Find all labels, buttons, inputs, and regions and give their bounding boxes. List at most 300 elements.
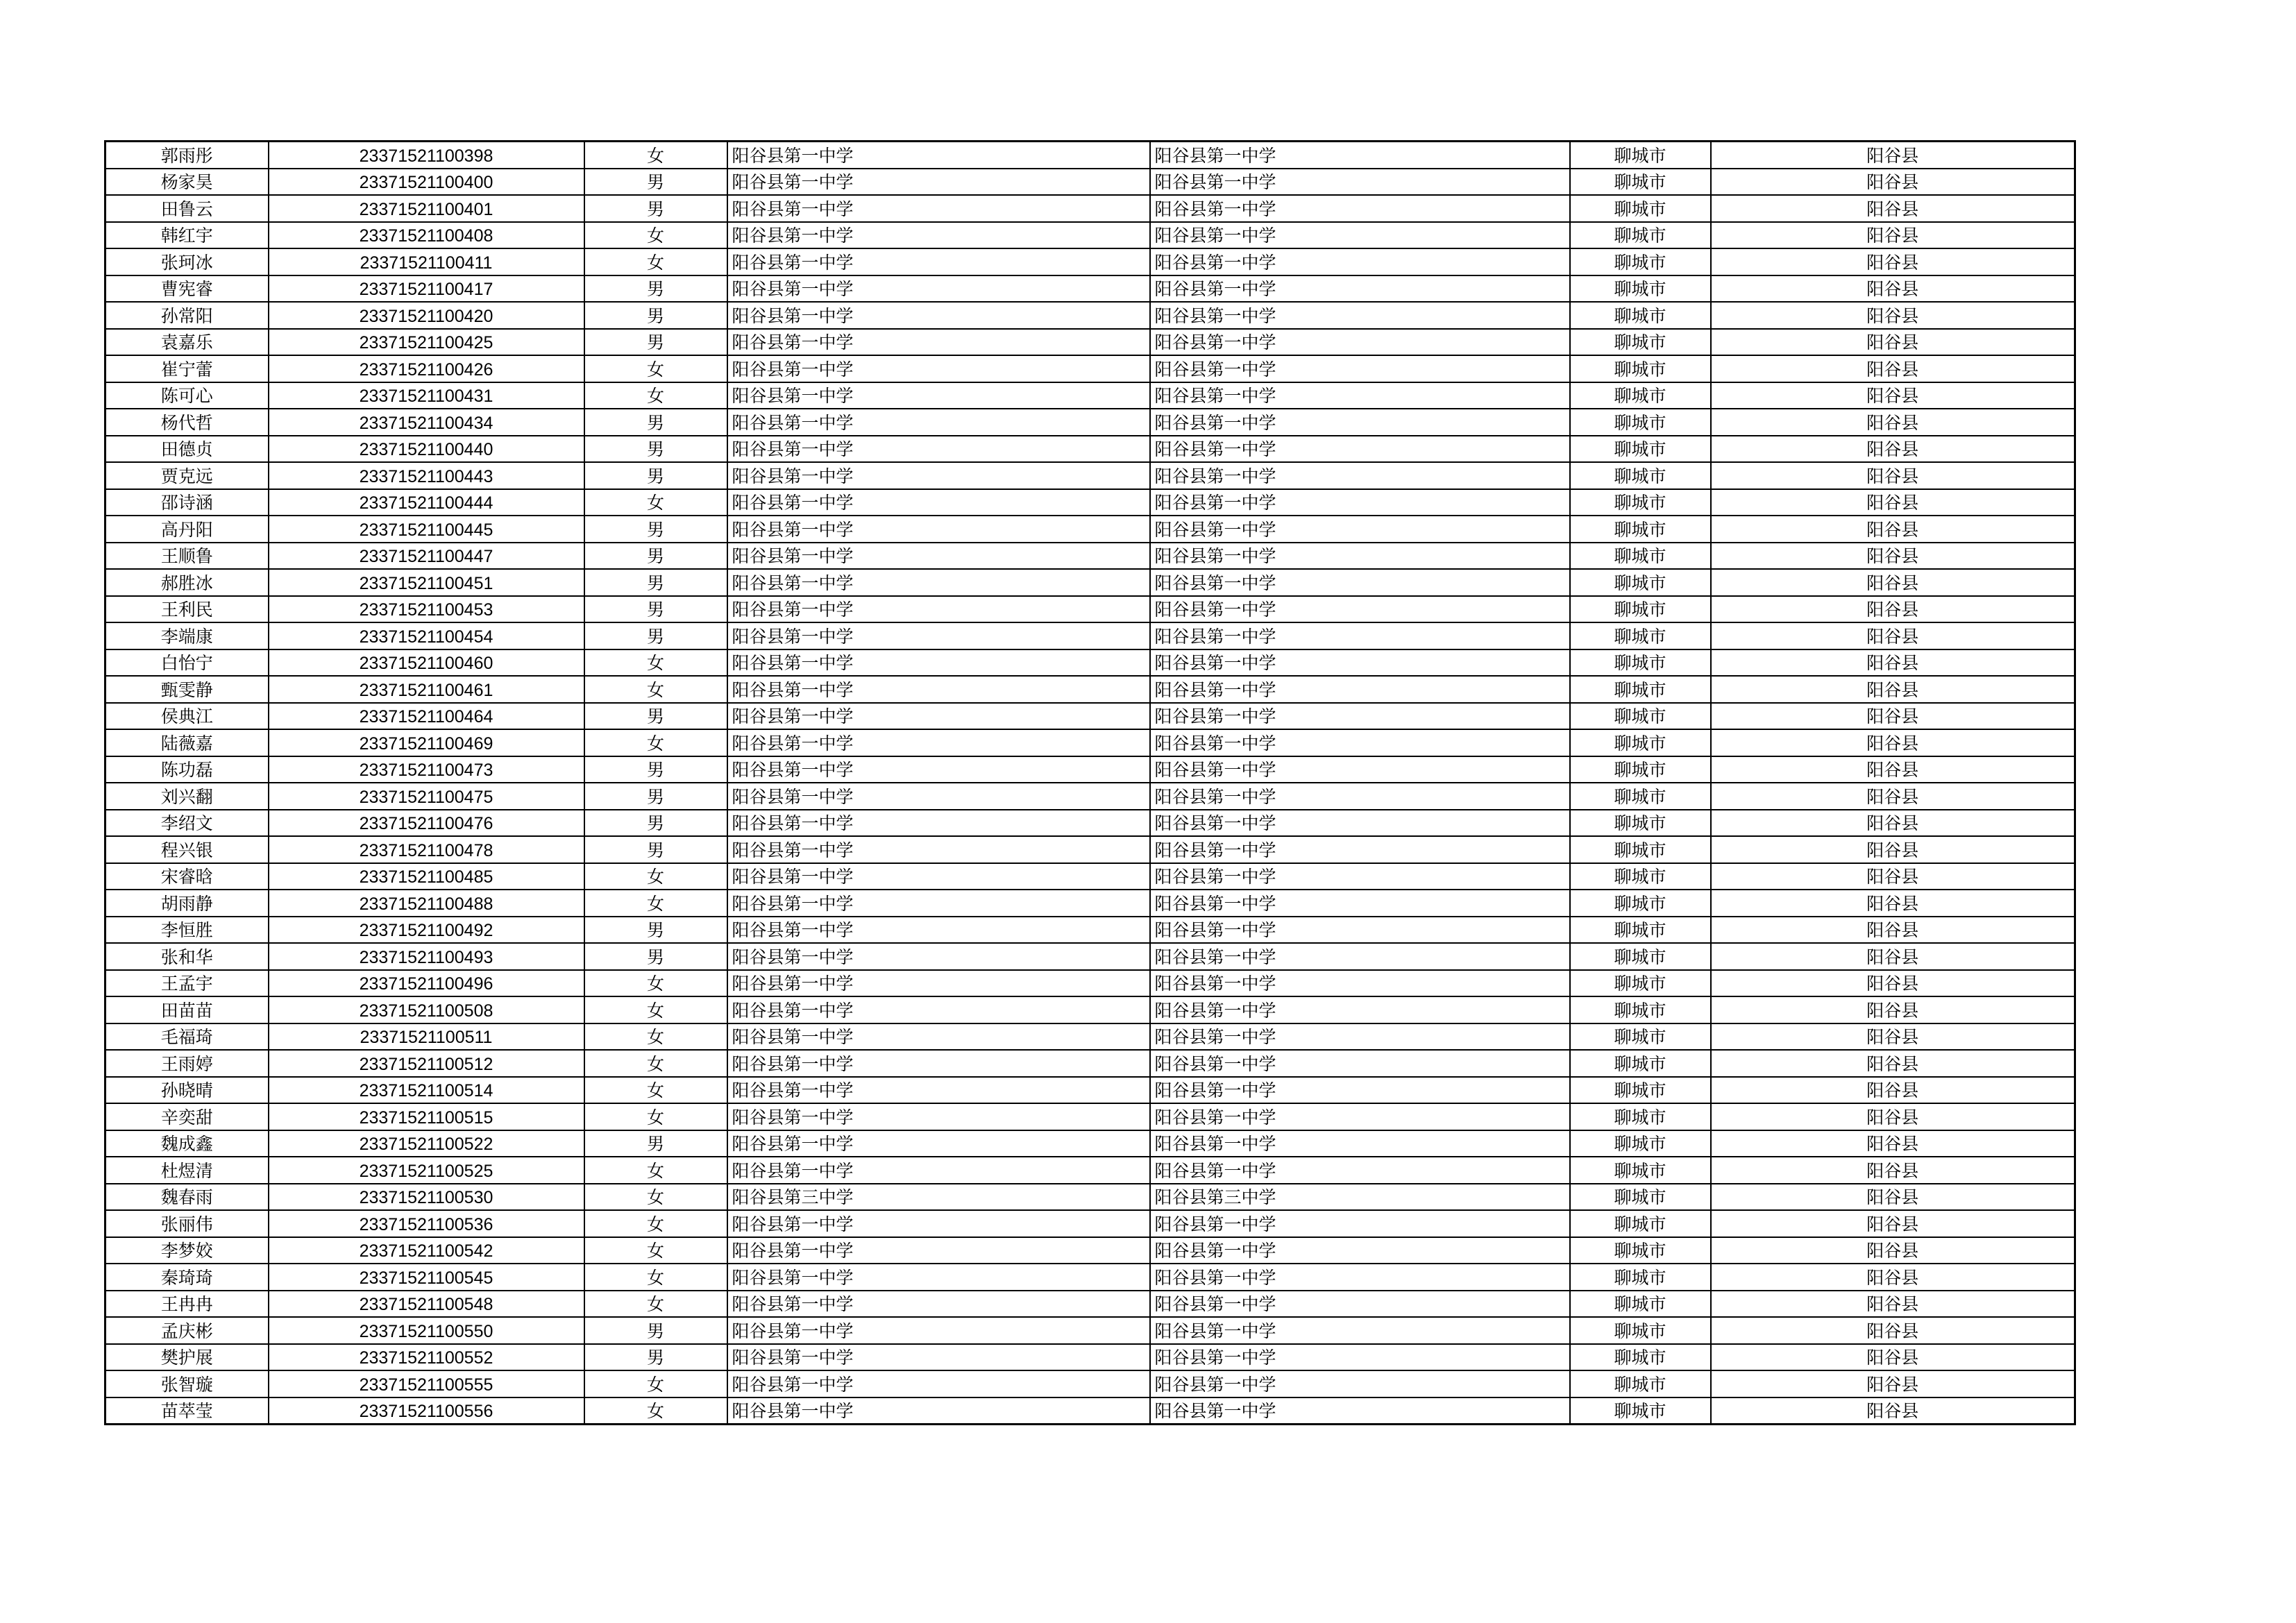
unit-cell: 阳谷县第一中学 [1150, 596, 1570, 623]
city-cell: 聊城市 [1570, 569, 1711, 596]
student-id-cell: 23371521100398 [269, 142, 584, 169]
roster-body [105, 142, 2075, 1425]
school-cell: 阳谷县第一中学 [727, 1370, 1150, 1397]
table-row [105, 489, 2075, 516]
student-id-cell: 23371521100514 [269, 1077, 584, 1104]
student-name-cell: 刘兴翻 [105, 783, 269, 810]
table-row [105, 222, 2075, 249]
student-name-cell: 孟庆彬 [105, 1317, 269, 1344]
table-row [105, 596, 2075, 623]
unit-cell: 阳谷县第一中学 [1150, 142, 1570, 169]
student-id-cell: 23371521100434 [269, 409, 584, 436]
school-cell: 阳谷县第一中学 [727, 1397, 1150, 1425]
city-cell: 聊城市 [1570, 649, 1711, 677]
student-name-cell: 辛奕甜 [105, 1103, 269, 1130]
county-cell: 阳谷县 [1711, 810, 2075, 837]
school-cell: 阳谷县第一中学 [727, 1237, 1150, 1264]
gender-cell: 女 [584, 890, 727, 917]
table-row [105, 382, 2075, 409]
city-cell: 聊城市 [1570, 195, 1711, 222]
school-cell: 阳谷县第一中学 [727, 1077, 1150, 1104]
unit-cell: 阳谷县第一中学 [1150, 863, 1570, 890]
school-cell: 阳谷县第一中学 [727, 756, 1150, 783]
table-row [105, 1370, 2075, 1397]
gender-cell: 女 [584, 142, 727, 169]
city-cell: 聊城市 [1570, 996, 1711, 1023]
gender-cell: 男 [584, 1344, 727, 1371]
table-row [105, 1103, 2075, 1130]
school-cell: 阳谷县第一中学 [727, 248, 1150, 275]
city-cell: 聊城市 [1570, 1103, 1711, 1130]
student-id-cell: 23371521100496 [269, 970, 584, 997]
gender-cell: 男 [584, 302, 727, 329]
school-cell: 阳谷县第一中学 [727, 890, 1150, 917]
student-id-cell: 23371521100550 [269, 1317, 584, 1344]
city-cell: 聊城市 [1570, 169, 1711, 196]
school-cell: 阳谷县第一中学 [727, 1023, 1150, 1051]
gender-cell: 女 [584, 248, 727, 275]
county-cell: 阳谷县 [1711, 355, 2075, 382]
city-cell: 聊城市 [1570, 1317, 1711, 1344]
school-cell: 阳谷县第一中学 [727, 783, 1150, 810]
student-name-cell: 田德贞 [105, 436, 269, 463]
city-cell: 聊城市 [1570, 783, 1711, 810]
student-id-cell: 23371521100469 [269, 729, 584, 756]
county-cell: 阳谷县 [1711, 1317, 2075, 1344]
county-cell: 阳谷县 [1711, 1370, 2075, 1397]
student-id-cell: 23371521100411 [269, 248, 584, 275]
school-cell: 阳谷县第一中学 [727, 1130, 1150, 1157]
county-cell: 阳谷县 [1711, 1130, 2075, 1157]
city-cell: 聊城市 [1570, 436, 1711, 463]
table-row [105, 329, 2075, 356]
gender-cell: 女 [584, 1291, 727, 1318]
gender-cell: 男 [584, 836, 727, 863]
city-cell: 聊城市 [1570, 917, 1711, 944]
school-cell: 阳谷县第一中学 [727, 409, 1150, 436]
school-cell: 阳谷县第一中学 [727, 142, 1150, 169]
county-cell: 阳谷县 [1711, 409, 2075, 436]
gender-cell: 男 [584, 917, 727, 944]
student-id-cell: 23371521100478 [269, 836, 584, 863]
student-id-cell: 23371521100408 [269, 222, 584, 249]
city-cell: 聊城市 [1570, 890, 1711, 917]
student-name-cell: 魏春雨 [105, 1184, 269, 1211]
city-cell: 聊城市 [1570, 836, 1711, 863]
unit-cell: 阳谷县第一中学 [1150, 516, 1570, 543]
unit-cell: 阳谷县第一中学 [1150, 1210, 1570, 1237]
student-name-cell: 王利民 [105, 596, 269, 623]
unit-cell: 阳谷县第一中学 [1150, 1130, 1570, 1157]
student-name-cell: 曹宪睿 [105, 275, 269, 303]
unit-cell: 阳谷县第一中学 [1150, 462, 1570, 489]
unit-cell: 阳谷县第一中学 [1150, 1397, 1570, 1425]
student-name-cell: 王孟宇 [105, 970, 269, 997]
student-id-cell: 23371521100476 [269, 810, 584, 837]
student-name-cell: 王冉冉 [105, 1291, 269, 1318]
student-id-cell: 23371521100512 [269, 1050, 584, 1077]
city-cell: 聊城市 [1570, 703, 1711, 730]
student-id-cell: 23371521100556 [269, 1397, 584, 1425]
gender-cell: 男 [584, 436, 727, 463]
school-cell: 阳谷县第一中学 [727, 1210, 1150, 1237]
student-name-cell: 韩红宇 [105, 222, 269, 249]
city-cell: 聊城市 [1570, 943, 1711, 970]
city-cell: 聊城市 [1570, 355, 1711, 382]
city-cell: 聊城市 [1570, 810, 1711, 837]
student-name-cell: 田苗苗 [105, 996, 269, 1023]
unit-cell: 阳谷县第一中学 [1150, 569, 1570, 596]
student-id-cell: 23371521100488 [269, 890, 584, 917]
table-row [105, 863, 2075, 890]
unit-cell: 阳谷县第一中学 [1150, 1264, 1570, 1291]
student-name-cell: 陆薇嘉 [105, 729, 269, 756]
unit-cell: 阳谷县第一中学 [1150, 1050, 1570, 1077]
unit-cell: 阳谷县第一中学 [1150, 622, 1570, 649]
county-cell: 阳谷县 [1711, 1291, 2075, 1318]
city-cell: 聊城市 [1570, 1184, 1711, 1211]
school-cell: 阳谷县第一中学 [727, 1317, 1150, 1344]
student-name-cell: 王顺鲁 [105, 543, 269, 570]
county-cell: 阳谷县 [1711, 142, 2075, 169]
student-name-cell: 甄雯静 [105, 676, 269, 703]
student-id-cell: 23371521100417 [269, 275, 584, 303]
table-row [105, 248, 2075, 275]
table-row [105, 1130, 2075, 1157]
gender-cell: 女 [584, 355, 727, 382]
student-id-cell: 23371521100461 [269, 676, 584, 703]
student-name-cell: 王雨婷 [105, 1050, 269, 1077]
city-cell: 聊城市 [1570, 489, 1711, 516]
county-cell: 阳谷县 [1711, 596, 2075, 623]
student-id-cell: 23371521100545 [269, 1264, 584, 1291]
school-cell: 阳谷县第一中学 [727, 1344, 1150, 1371]
school-cell: 阳谷县第一中学 [727, 1050, 1150, 1077]
table-row [105, 409, 2075, 436]
county-cell: 阳谷县 [1711, 489, 2075, 516]
table-row [105, 917, 2075, 944]
student-name-cell: 秦琦琦 [105, 1264, 269, 1291]
unit-cell: 阳谷县第一中学 [1150, 1157, 1570, 1184]
county-cell: 阳谷县 [1711, 676, 2075, 703]
city-cell: 聊城市 [1570, 676, 1711, 703]
unit-cell: 阳谷县第一中学 [1150, 783, 1570, 810]
student-id-cell: 23371521100420 [269, 302, 584, 329]
unit-cell: 阳谷县第一中学 [1150, 1103, 1570, 1130]
student-name-cell: 宋睿晗 [105, 863, 269, 890]
county-cell: 阳谷县 [1711, 569, 2075, 596]
student-name-cell: 胡雨静 [105, 890, 269, 917]
school-cell: 阳谷县第一中学 [727, 169, 1150, 196]
unit-cell: 阳谷县第一中学 [1150, 1370, 1570, 1397]
county-cell: 阳谷县 [1711, 1050, 2075, 1077]
school-cell: 阳谷县第一中学 [727, 462, 1150, 489]
table-row [105, 649, 2075, 677]
city-cell: 聊城市 [1570, 756, 1711, 783]
student-name-cell: 李梦姣 [105, 1237, 269, 1264]
school-cell: 阳谷县第一中学 [727, 836, 1150, 863]
student-id-cell: 23371521100552 [269, 1344, 584, 1371]
table-row [105, 516, 2075, 543]
unit-cell: 阳谷县第一中学 [1150, 703, 1570, 730]
city-cell: 聊城市 [1570, 275, 1711, 303]
county-cell: 阳谷县 [1711, 783, 2075, 810]
gender-cell: 男 [584, 703, 727, 730]
unit-cell: 阳谷县第三中学 [1150, 1184, 1570, 1211]
student-id-cell: 23371521100443 [269, 462, 584, 489]
table-row [105, 622, 2075, 649]
student-name-cell: 郝胜冰 [105, 569, 269, 596]
student-id-cell: 23371521100431 [269, 382, 584, 409]
gender-cell: 男 [584, 756, 727, 783]
city-cell: 聊城市 [1570, 543, 1711, 570]
gender-cell: 女 [584, 382, 727, 409]
school-cell: 阳谷县第一中学 [727, 943, 1150, 970]
county-cell: 阳谷县 [1711, 1264, 2075, 1291]
gender-cell: 女 [584, 676, 727, 703]
table-row [105, 1050, 2075, 1077]
student-id-cell: 23371521100464 [269, 703, 584, 730]
county-cell: 阳谷县 [1711, 1397, 2075, 1425]
gender-cell: 男 [584, 169, 727, 196]
county-cell: 阳谷县 [1711, 462, 2075, 489]
county-cell: 阳谷县 [1711, 169, 2075, 196]
student-name-cell: 杜煜清 [105, 1157, 269, 1184]
unit-cell: 阳谷县第一中学 [1150, 382, 1570, 409]
gender-cell: 女 [584, 649, 727, 677]
table-row [105, 142, 2075, 169]
city-cell: 聊城市 [1570, 302, 1711, 329]
school-cell: 阳谷县第一中学 [727, 195, 1150, 222]
gender-cell: 男 [584, 329, 727, 356]
table-row [105, 1317, 2075, 1344]
unit-cell: 阳谷县第一中学 [1150, 729, 1570, 756]
gender-cell: 女 [584, 1077, 727, 1104]
gender-cell: 男 [584, 462, 727, 489]
county-cell: 阳谷县 [1711, 195, 2075, 222]
county-cell: 阳谷县 [1711, 729, 2075, 756]
student-name-cell: 毛福琦 [105, 1023, 269, 1051]
school-cell: 阳谷县第一中学 [727, 489, 1150, 516]
gender-cell: 男 [584, 943, 727, 970]
student-id-cell: 23371521100511 [269, 1023, 584, 1051]
gender-cell: 女 [584, 1210, 727, 1237]
student-name-cell: 张和华 [105, 943, 269, 970]
city-cell: 聊城市 [1570, 970, 1711, 997]
gender-cell: 男 [584, 543, 727, 570]
unit-cell: 阳谷县第一中学 [1150, 943, 1570, 970]
unit-cell: 阳谷县第一中学 [1150, 1023, 1570, 1051]
school-cell: 阳谷县第一中学 [727, 275, 1150, 303]
student-id-cell: 23371521100522 [269, 1130, 584, 1157]
gender-cell: 女 [584, 863, 727, 890]
county-cell: 阳谷县 [1711, 996, 2075, 1023]
student-name-cell: 陈功磊 [105, 756, 269, 783]
county-cell: 阳谷县 [1711, 943, 2075, 970]
unit-cell: 阳谷县第一中学 [1150, 355, 1570, 382]
unit-cell: 阳谷县第一中学 [1150, 195, 1570, 222]
student-name-cell: 崔宁蕾 [105, 355, 269, 382]
student-id-cell: 23371521100440 [269, 436, 584, 463]
student-name-cell: 孙晓晴 [105, 1077, 269, 1104]
gender-cell: 男 [584, 195, 727, 222]
roster-table [104, 140, 2076, 1425]
county-cell: 阳谷县 [1711, 1237, 2075, 1264]
county-cell: 阳谷县 [1711, 970, 2075, 997]
table-row [105, 302, 2075, 329]
student-id-cell: 23371521100451 [269, 569, 584, 596]
student-name-cell: 侯典江 [105, 703, 269, 730]
gender-cell: 女 [584, 1103, 727, 1130]
county-cell: 阳谷县 [1711, 649, 2075, 677]
table-row [105, 1291, 2075, 1318]
student-id-cell: 23371521100400 [269, 169, 584, 196]
school-cell: 阳谷县第一中学 [727, 329, 1150, 356]
table-row [105, 462, 2075, 489]
student-id-cell: 23371521100447 [269, 543, 584, 570]
student-id-cell: 23371521100475 [269, 783, 584, 810]
gender-cell: 男 [584, 596, 727, 623]
student-id-cell: 23371521100515 [269, 1103, 584, 1130]
county-cell: 阳谷县 [1711, 516, 2075, 543]
gender-cell: 男 [584, 783, 727, 810]
county-cell: 阳谷县 [1711, 329, 2075, 356]
table-row [105, 783, 2075, 810]
student-name-cell: 邵诗涵 [105, 489, 269, 516]
county-cell: 阳谷县 [1711, 1077, 2075, 1104]
table-row [105, 1184, 2075, 1211]
gender-cell: 男 [584, 275, 727, 303]
city-cell: 聊城市 [1570, 1050, 1711, 1077]
unit-cell: 阳谷县第一中学 [1150, 836, 1570, 863]
table-row [105, 890, 2075, 917]
unit-cell: 阳谷县第一中学 [1150, 489, 1570, 516]
unit-cell: 阳谷县第一中学 [1150, 222, 1570, 249]
table-row [105, 355, 2075, 382]
school-cell: 阳谷县第一中学 [727, 703, 1150, 730]
school-cell: 阳谷县第三中学 [727, 1184, 1150, 1211]
unit-cell: 阳谷县第一中学 [1150, 329, 1570, 356]
student-name-cell: 袁嘉乐 [105, 329, 269, 356]
table-row [105, 436, 2075, 463]
city-cell: 聊城市 [1570, 1397, 1711, 1425]
gender-cell: 女 [584, 1237, 727, 1264]
student-id-cell: 23371521100555 [269, 1370, 584, 1397]
county-cell: 阳谷县 [1711, 1344, 2075, 1371]
unit-cell: 阳谷县第一中学 [1150, 248, 1570, 275]
county-cell: 阳谷县 [1711, 622, 2075, 649]
county-cell: 阳谷县 [1711, 1023, 2075, 1051]
unit-cell: 阳谷县第一中学 [1150, 996, 1570, 1023]
unit-cell: 阳谷县第一中学 [1150, 169, 1570, 196]
school-cell: 阳谷县第一中学 [727, 516, 1150, 543]
student-name-cell: 田鲁云 [105, 195, 269, 222]
unit-cell: 阳谷县第一中学 [1150, 302, 1570, 329]
unit-cell: 阳谷县第一中学 [1150, 810, 1570, 837]
table-row [105, 275, 2075, 303]
student-name-cell: 高丹阳 [105, 516, 269, 543]
gender-cell: 女 [584, 489, 727, 516]
student-id-cell: 23371521100493 [269, 943, 584, 970]
county-cell: 阳谷县 [1711, 703, 2075, 730]
student-id-cell: 23371521100453 [269, 596, 584, 623]
city-cell: 聊城市 [1570, 248, 1711, 275]
county-cell: 阳谷县 [1711, 756, 2075, 783]
gender-cell: 男 [584, 1317, 727, 1344]
school-cell: 阳谷县第一中学 [727, 863, 1150, 890]
table-row [105, 1344, 2075, 1371]
student-id-cell: 23371521100445 [269, 516, 584, 543]
student-id-cell: 23371521100542 [269, 1237, 584, 1264]
gender-cell: 女 [584, 996, 727, 1023]
student-name-cell: 李恒胜 [105, 917, 269, 944]
table-row [105, 1210, 2075, 1237]
table-row [105, 1023, 2075, 1051]
city-cell: 聊城市 [1570, 863, 1711, 890]
student-name-cell: 张丽伟 [105, 1210, 269, 1237]
school-cell: 阳谷县第一中学 [727, 569, 1150, 596]
school-cell: 阳谷县第一中学 [727, 970, 1150, 997]
student-name-cell: 郭雨彤 [105, 142, 269, 169]
student-name-cell: 孙常阳 [105, 302, 269, 329]
school-cell: 阳谷县第一中学 [727, 596, 1150, 623]
county-cell: 阳谷县 [1711, 1184, 2075, 1211]
unit-cell: 阳谷县第一中学 [1150, 970, 1570, 997]
school-cell: 阳谷县第一中学 [727, 1291, 1150, 1318]
county-cell: 阳谷县 [1711, 543, 2075, 570]
county-cell: 阳谷县 [1711, 302, 2075, 329]
table-row [105, 1397, 2075, 1425]
student-name-cell: 张珂冰 [105, 248, 269, 275]
city-cell: 聊城市 [1570, 729, 1711, 756]
table-row [105, 543, 2075, 570]
gender-cell: 男 [584, 569, 727, 596]
table-row [105, 169, 2075, 196]
unit-cell: 阳谷县第一中学 [1150, 1344, 1570, 1371]
school-cell: 阳谷县第一中学 [727, 436, 1150, 463]
student-id-cell: 23371521100508 [269, 996, 584, 1023]
city-cell: 聊城市 [1570, 1344, 1711, 1371]
table-row [105, 970, 2075, 997]
student-name-cell: 贾克远 [105, 462, 269, 489]
unit-cell: 阳谷县第一中学 [1150, 917, 1570, 944]
city-cell: 聊城市 [1570, 222, 1711, 249]
student-id-cell: 23371521100473 [269, 756, 584, 783]
gender-cell: 女 [584, 970, 727, 997]
school-cell: 阳谷县第一中学 [727, 222, 1150, 249]
city-cell: 聊城市 [1570, 1157, 1711, 1184]
table-row [105, 729, 2075, 756]
table-row [105, 1237, 2075, 1264]
gender-cell: 女 [584, 222, 727, 249]
unit-cell: 阳谷县第一中学 [1150, 409, 1570, 436]
student-id-cell: 23371521100426 [269, 355, 584, 382]
unit-cell: 阳谷县第一中学 [1150, 436, 1570, 463]
gender-cell: 女 [584, 1397, 727, 1425]
student-name-cell: 樊护展 [105, 1344, 269, 1371]
gender-cell: 男 [584, 409, 727, 436]
student-name-cell: 程兴银 [105, 836, 269, 863]
student-id-cell: 23371521100454 [269, 622, 584, 649]
student-id-cell: 23371521100492 [269, 917, 584, 944]
city-cell: 聊城市 [1570, 1237, 1711, 1264]
student-id-cell: 23371521100425 [269, 329, 584, 356]
student-name-cell: 魏成鑫 [105, 1130, 269, 1157]
school-cell: 阳谷县第一中学 [727, 622, 1150, 649]
unit-cell: 阳谷县第一中学 [1150, 756, 1570, 783]
school-cell: 阳谷县第一中学 [727, 649, 1150, 677]
table-row [105, 569, 2075, 596]
